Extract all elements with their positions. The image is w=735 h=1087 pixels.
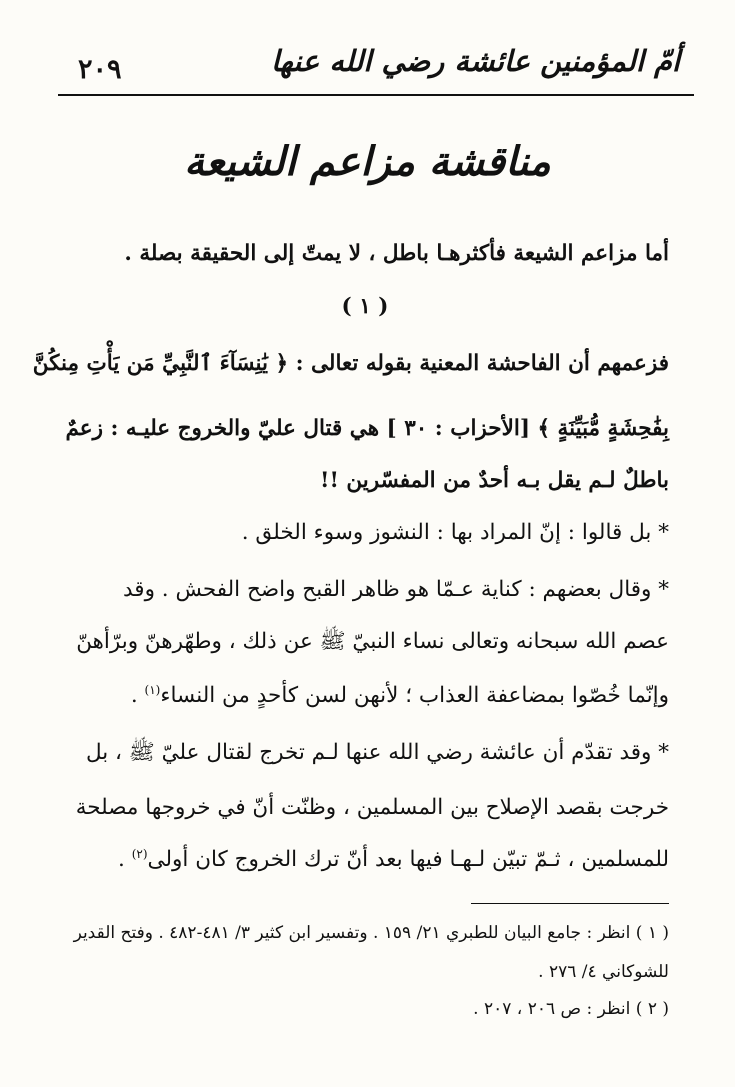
body-line-2: بِفَٰحِشَةٍ مُّبَيِّنَةٍ ﴾ [الأحزاب : ٣٠ ] هي قتال عليّ والخروج عليـه : زعمٌ: [65, 416, 669, 441]
body-line-6: عصم الله سبحانه وتعالى نساء النبيّ ﷺ عن ذلك ، وطهّرهنّ وبرّأهنّ: [76, 629, 669, 654]
footnote-ref-1: (١): [144, 683, 161, 697]
section-marker: ( ١ ): [341, 294, 389, 319]
body-line-7: [61, 684, 669, 707]
header-rule: [58, 94, 694, 96]
body-line-4: * بل قالوا : إنّ المراد بها : النشوز وسوء الخلق .: [241, 520, 669, 545]
body-line-5: * وقال بعضهم : كناية عـمّا هو ظاهر القبح واضح الفحش . وقد: [123, 577, 669, 602]
running-title: أمّ المؤمنين عائشة رضي الله عنها: [271, 44, 680, 78]
page-header: [58, 38, 688, 94]
page-number: ٢٠٩: [78, 54, 122, 85]
body-line-8: * وقد تقدّم أن عائشة رضي الله عنها لـم تخرج لقتال عليّ ﷺ ، بل: [85, 740, 669, 765]
footnote-1-continued: للشوكاني ٤/ ٢٧٦ .: [538, 962, 669, 982]
chapter-title: مناقشة مزاعم الشيعة: [184, 138, 551, 185]
body-line-9: خرجت بقصد الإصلاح بين المسلمين ، وظنّت أنّ في خروجها مصلحة: [75, 795, 669, 820]
body-line-10: [61, 848, 669, 871]
intro-paragraph: أما مزاعم الشيعة فأكثرهـا باطل ، لا يمتّ إلى الحقيقة بصلة .: [124, 241, 669, 266]
line-end-dot: .: [118, 847, 132, 873]
footnote-2: ( ٢ ) انظر : ص ٢٠٦ ، ٢٠٧ .: [473, 999, 669, 1019]
body-line-10-text: للمسلمين ، ثـمّ تبيّن لـهـا فيها بعد أنّ ترك الخروج كان أولى: [147, 847, 669, 873]
footnote-1: ( ١ ) انظر : جامع البيان للطبري ٢١/ ١٥٩ . وتفسير ابن كثير ٣/ ٤٨١-٤٨٢ . وفتح القدير: [73, 923, 669, 943]
footnote-ref-2: (٢): [131, 847, 148, 861]
line-end-dot: .: [130, 683, 145, 709]
body-line-7-text: وإنّما خُصّوا بمضاعفة العذاب ؛ لأنهن لسن كأحدٍ من النساء: [160, 683, 669, 709]
footnote-separator: [471, 903, 669, 904]
body-line-3: باطلٌ لـم يقل بـه أحدٌ من المفسّرين !!: [320, 468, 669, 493]
body-line-1: فزعمهم أن الفاحشة المعنية بقوله تعالى : ﴿ يَٰنِسَآءَ ٱلنَّبِيِّ مَن يَأْتِ مِنكُنَّ: [32, 351, 669, 376]
